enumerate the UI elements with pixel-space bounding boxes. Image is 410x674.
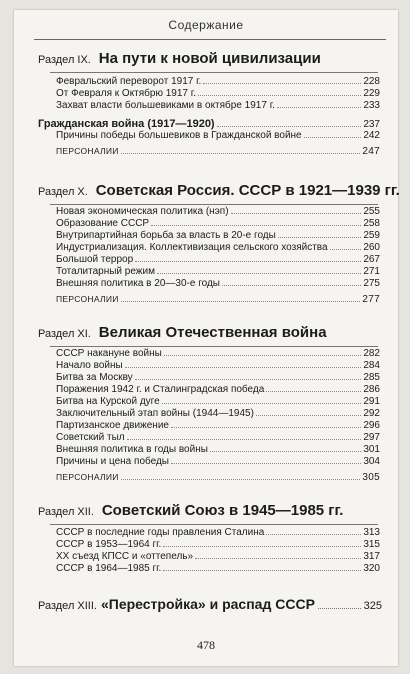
- section-rule: [50, 346, 378, 347]
- section-title: На пути к новой цивилизации: [98, 50, 321, 67]
- toc-list: [56, 527, 380, 575]
- entry-title: Поражения 1942 г. и Сталинградская победа: [56, 384, 265, 395]
- entry-title: Февральский переворот 1917 г.: [56, 76, 202, 87]
- entry-page: 292: [363, 408, 380, 419]
- toc-entry[interactable]: [56, 266, 380, 278]
- entry-page: 277: [362, 294, 380, 305]
- dot-leader: [318, 608, 361, 609]
- entry-page: 297: [363, 432, 380, 443]
- entry-page: 258: [363, 218, 380, 229]
- entry-page: 286: [363, 384, 380, 395]
- entry-title: XX съезд КПСС и «оттепель»: [56, 551, 194, 562]
- entry-title: Советский тыл: [56, 432, 125, 443]
- page-number: 478: [197, 638, 215, 652]
- entry-title: СССР в 1953—1964 гг.: [56, 539, 162, 550]
- dot-leader: [162, 403, 362, 404]
- entry-page: 267: [363, 254, 380, 265]
- entry-title: Захват власти большевиками в октябре 1917 г.: [56, 100, 275, 111]
- toc-personalia-entry[interactable]: [56, 145, 380, 157]
- entry-title: Новая экономическая политика (нэп): [56, 206, 229, 217]
- section-label: Раздел X.: [38, 186, 88, 198]
- toc-personalia-entry[interactable]: [56, 471, 380, 483]
- dot-leader: [171, 463, 361, 464]
- toc-entry[interactable]: [56, 432, 380, 444]
- toc-entry[interactable]: [56, 206, 380, 218]
- entry-page: 255: [363, 206, 380, 217]
- entry-page: 313: [363, 527, 380, 538]
- dot-leader: [231, 213, 362, 214]
- entry-page: 285: [363, 372, 380, 383]
- entry-title: Гражданская война (1917—1920): [38, 118, 215, 130]
- section-label: Раздел XIII.: [38, 600, 97, 612]
- entry-title: Внешняя политика в годы войны: [56, 444, 208, 455]
- dot-leader: [121, 153, 361, 154]
- dot-leader: [171, 427, 361, 428]
- dot-leader: [330, 249, 362, 250]
- entry-page: 325: [363, 600, 382, 612]
- entry-page: 242: [363, 130, 380, 141]
- entry-page: 233: [363, 100, 380, 111]
- toc-personalia-entry[interactable]: [56, 293, 380, 305]
- entry-page: 260: [363, 242, 380, 253]
- toc-entry[interactable]: [56, 563, 380, 575]
- entry-title: ПЕРСОНАЛИИ: [56, 294, 119, 304]
- header-rule: [34, 39, 386, 40]
- toc-entry[interactable]: [56, 551, 380, 563]
- dot-leader: [157, 273, 361, 274]
- section-rule: [50, 524, 378, 525]
- toc-list: [56, 206, 380, 305]
- entry-title: ПЕРСОНАЛИИ: [56, 472, 119, 482]
- dot-leader: [195, 558, 361, 559]
- dot-leader: [256, 415, 361, 416]
- dot-leader: [198, 95, 361, 96]
- dot-leader: [163, 570, 361, 571]
- toc-entry[interactable]: [56, 100, 380, 112]
- dot-leader: [266, 391, 361, 392]
- entry-title: Образование СССР: [56, 218, 150, 229]
- entry-title: Партизанское движение: [56, 420, 169, 431]
- entry-title: Причины и цена победы: [56, 456, 169, 467]
- entry-page: 291: [363, 396, 380, 407]
- toc-entry[interactable]: [56, 76, 380, 88]
- dot-leader: [164, 355, 362, 356]
- entry-page: 301: [363, 444, 380, 455]
- dot-leader: [151, 225, 361, 226]
- section-title: Великая Отечественная война: [98, 324, 327, 341]
- entry-title: Большой террор: [56, 254, 134, 265]
- dot-leader: [125, 367, 362, 368]
- entry-title: СССР в 1964—1985 гг.: [56, 563, 162, 574]
- dot-leader: [127, 439, 362, 440]
- dot-leader: [203, 83, 361, 84]
- section-label: Раздел XII.: [38, 506, 94, 518]
- dot-leader: [210, 451, 361, 452]
- section-label: Раздел IX.: [38, 54, 91, 66]
- dot-leader: [304, 137, 362, 138]
- toc-entry[interactable]: [56, 254, 380, 266]
- toc-list: [56, 348, 380, 483]
- toc-entry[interactable]: [56, 384, 380, 396]
- toc-entry[interactable]: [56, 130, 380, 142]
- toc-entry[interactable]: [56, 408, 380, 420]
- dot-leader: [266, 534, 361, 535]
- entry-page: 271: [363, 266, 380, 277]
- entry-title: Заключительный этап войны (1944—1945): [56, 408, 254, 419]
- section-heading: [38, 502, 382, 519]
- entry-title: Начало войны: [56, 360, 123, 371]
- toc-entry[interactable]: [56, 348, 380, 360]
- toc-entry[interactable]: [56, 278, 380, 290]
- entry-page: 320: [363, 563, 380, 574]
- entry-page: 315: [363, 539, 380, 550]
- dot-leader: [121, 479, 361, 480]
- entry-page: 282: [363, 348, 380, 359]
- entry-title: Битва за Москву: [56, 372, 133, 383]
- entry-page: 228: [363, 76, 380, 87]
- dot-leader: [135, 379, 362, 380]
- section-rule: [50, 72, 378, 73]
- dot-leader: [121, 301, 361, 302]
- entry-title: Внутрипартийная борьба за власть в 20-е годы: [56, 230, 276, 241]
- entry-page: 296: [363, 420, 380, 431]
- toc-entry[interactable]: [56, 88, 380, 100]
- section-heading: [38, 182, 400, 199]
- entry-page: 229: [363, 88, 380, 99]
- toc-entry[interactable]: [56, 218, 380, 230]
- entry-page: 237: [363, 119, 380, 130]
- entry-title: Битва на Курской дуге: [56, 396, 160, 407]
- dot-leader: [217, 126, 362, 127]
- section-heading: [38, 50, 382, 67]
- toc-entry[interactable]: [56, 242, 380, 254]
- toc-chapter-entry[interactable]: [38, 118, 380, 130]
- entry-page: 247: [362, 146, 380, 157]
- entry-page: 304: [363, 456, 380, 467]
- entry-title: Индустриализация. Коллективизация сельского хозяйства: [56, 242, 328, 253]
- running-head: Содержание: [168, 18, 244, 32]
- entry-page: 284: [363, 360, 380, 371]
- toc-entry[interactable]: [56, 539, 380, 551]
- entry-title: СССР накануне войны: [56, 348, 162, 359]
- toc-entry[interactable]: [56, 420, 380, 432]
- dot-leader: [163, 546, 361, 547]
- entry-title: От Февраля к Октябрю 1917 г.: [56, 88, 196, 99]
- toc-entry[interactable]: [56, 360, 380, 372]
- entry-title: Внешняя политика в 20—30-е годы: [56, 278, 220, 289]
- toc-entry[interactable]: [56, 230, 380, 242]
- section-title: Советская Россия. СССР в 1921—1939 гг.: [95, 182, 400, 199]
- entry-page: 275: [363, 278, 380, 289]
- book-page: [14, 10, 398, 666]
- section-rule: [50, 204, 378, 205]
- entry-page: 305: [362, 472, 380, 483]
- dot-leader: [135, 261, 361, 262]
- entry-page: 317: [363, 551, 380, 562]
- section-title: Советский Союз в 1945—1985 гг.: [101, 502, 344, 519]
- entry-title: СССР в последние годы правления Сталина: [56, 527, 265, 538]
- section-label: Раздел XI.: [38, 328, 91, 340]
- toc-entry[interactable]: [56, 527, 380, 539]
- toc-list: [38, 76, 380, 157]
- section-heading[interactable]: [38, 596, 382, 612]
- entry-page: 259: [363, 230, 380, 241]
- dot-leader: [222, 285, 361, 286]
- entry-title: Тоталитарный режим: [56, 266, 155, 277]
- dot-leader: [277, 107, 361, 108]
- toc-entry[interactable]: [56, 456, 380, 468]
- section-heading: [38, 324, 382, 341]
- entry-title: Причины победы большевиков в Гражданской войне: [56, 130, 302, 141]
- toc-entry[interactable]: [56, 372, 380, 384]
- toc-entry[interactable]: [56, 444, 380, 456]
- section-title: «Перестройка» и распад СССР: [100, 596, 315, 612]
- toc-entry[interactable]: [56, 396, 380, 408]
- entry-title: ПЕРСОНАЛИИ: [56, 146, 119, 156]
- dot-leader: [278, 237, 361, 238]
